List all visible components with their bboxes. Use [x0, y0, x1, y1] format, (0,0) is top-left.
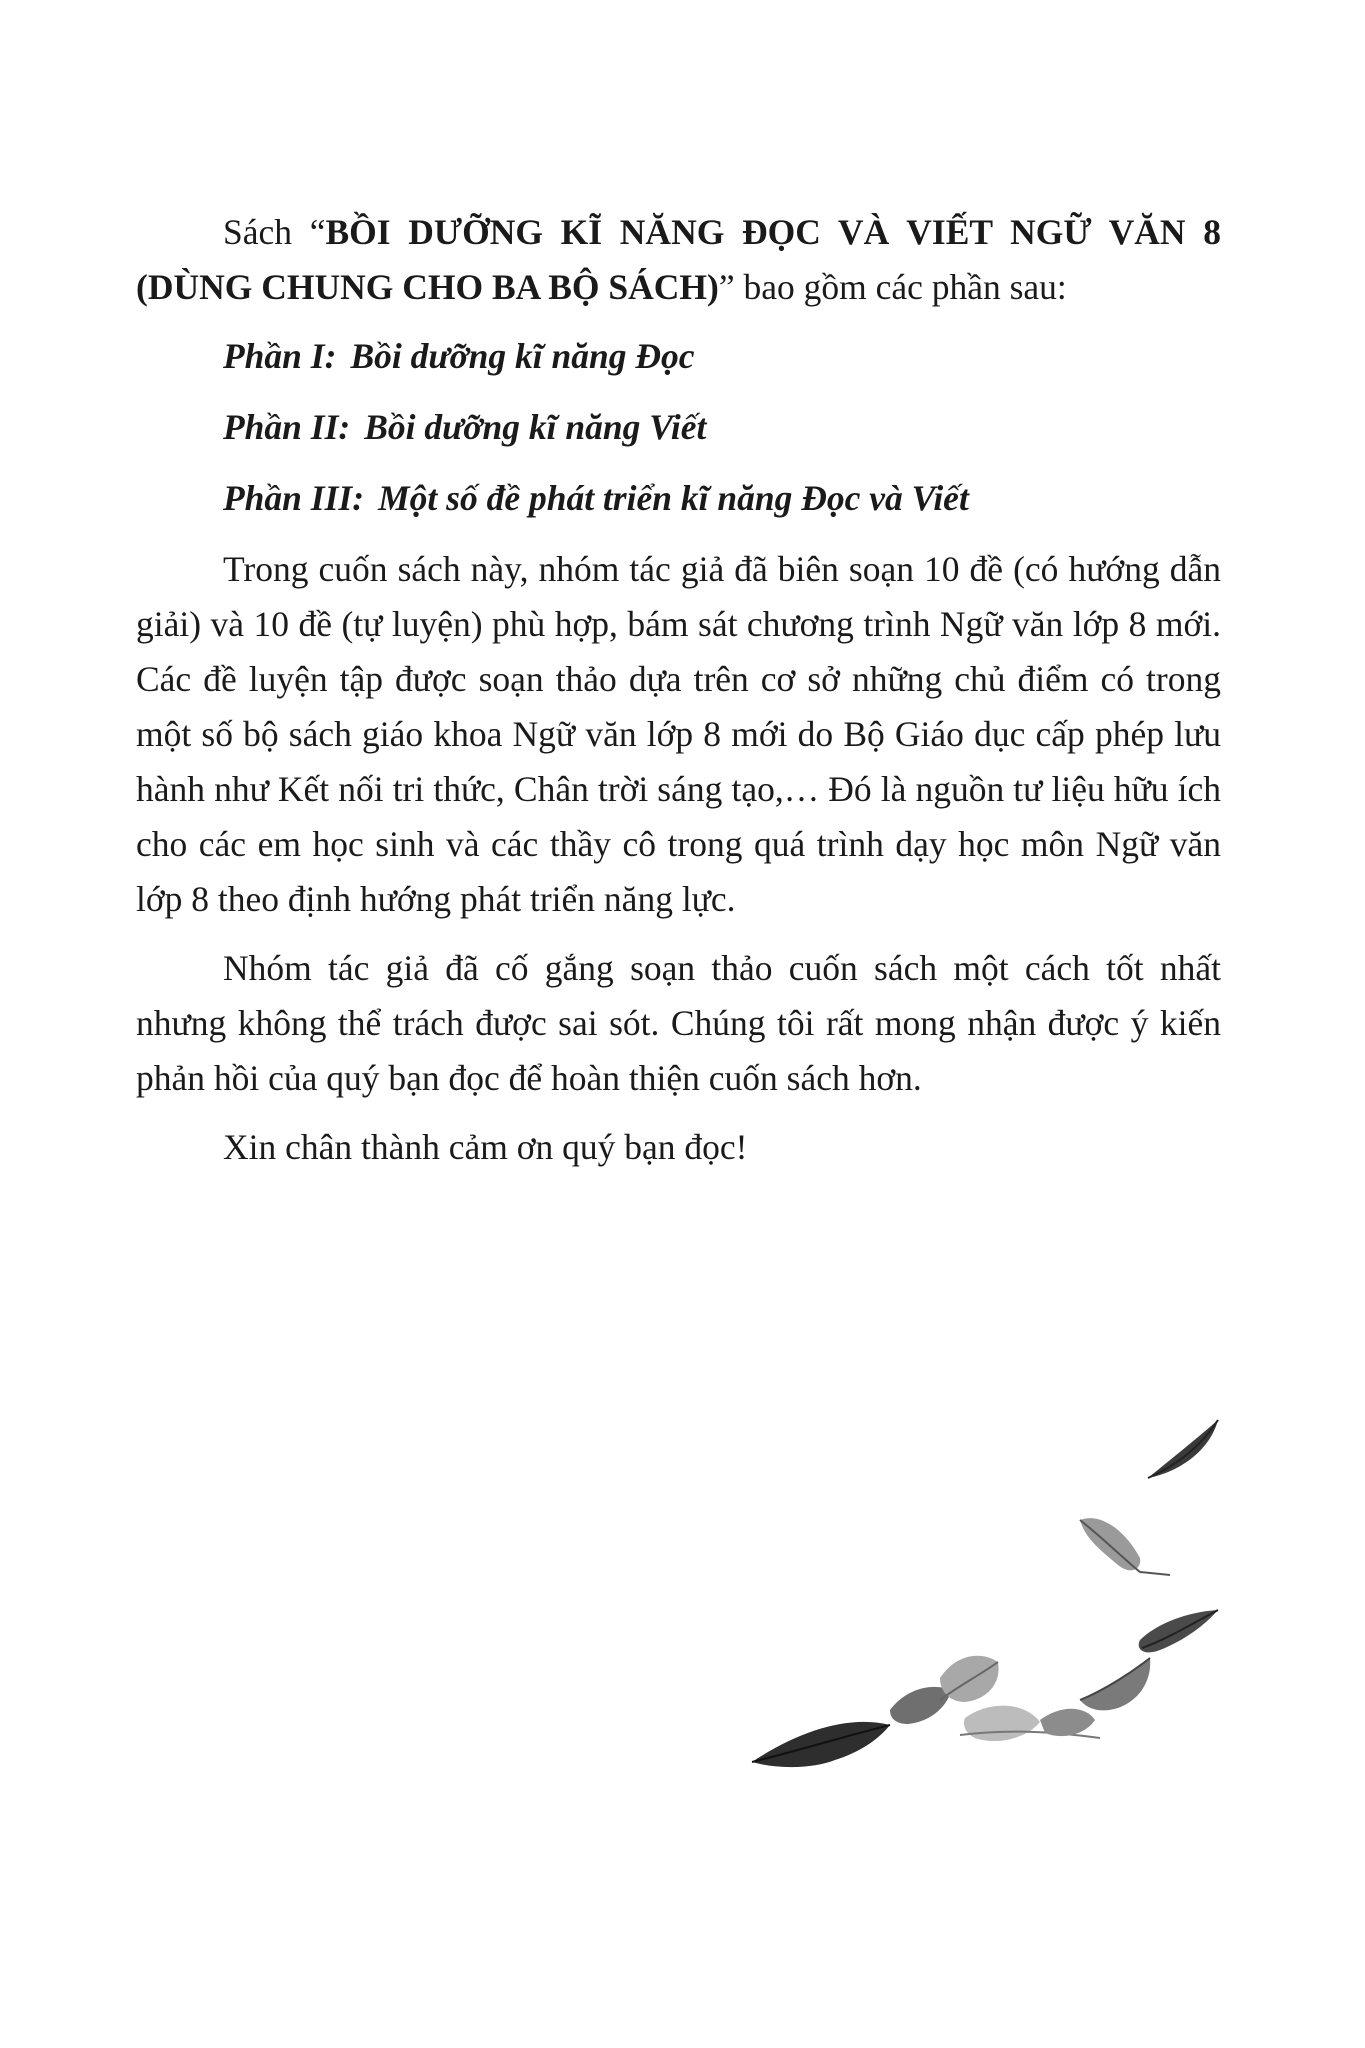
leaf-icon — [752, 1722, 890, 1767]
part-title: Bồi dưỡng kĩ năng Đọc — [350, 336, 695, 376]
part-item-3 — [136, 471, 1221, 526]
part-label: Phần III: — [223, 478, 365, 518]
part-label: Phần II: — [223, 407, 351, 447]
leaf-icon — [1148, 1420, 1218, 1478]
closing-paragraph: Xin chân thành cảm ơn quý bạn đọc! — [223, 1127, 748, 1167]
page-body — [136, 205, 1221, 1175]
parts-list — [136, 329, 1221, 526]
leaf-icon — [1139, 1610, 1218, 1652]
intro-prefix: Sách “ — [223, 212, 326, 252]
leaf-icon — [1080, 1658, 1150, 1710]
intro-paragraph — [136, 205, 1221, 315]
part-item-2 — [136, 400, 1221, 455]
body-paragraph-1: Trong cuốn sách này, nhóm tác giả đã biên soạn 10 đề (có hướng dẫn giải) và 10 đề (tự luyện) phù hợp, bám sát chương trình Ngữ văn lớp 8 mới. Các đề luyện tập được soạn thảo dựa trên cơ sở những chủ điểm có trong một số bộ sách giáo khoa Ngữ văn lớp 8 mới do Bộ Giáo dục cấp phép lưu hành như Kết nối tri thức, Chân trời sáng tạo,… Đó là nguồn tư liệu hữu ích cho các em học sinh và các thầy cô trong quá trình dạy học môn Ngữ văn lớp 8 theo định hướng phát triển năng lực. — [136, 549, 1221, 919]
part-title: Bồi dưỡng kĩ năng Viết — [364, 407, 707, 447]
book-title: BỒI DƯỠNG KĨ NĂNG ĐỌC VÀ VIẾT NGỮ VĂN 8 (DÙNG CHUNG CHO BA BỘ SÁCH) — [136, 212, 1221, 307]
leaf-icon — [940, 1656, 999, 1702]
part-item-1 — [136, 329, 1221, 384]
falling-leaves-icon — [740, 1400, 1280, 1880]
leaf-icon — [890, 1687, 952, 1724]
part-label: Phần I: — [223, 336, 337, 376]
leaf-icon — [1040, 1709, 1095, 1736]
leaf-icon — [1080, 1518, 1170, 1575]
body-paragraph-2: Nhóm tác giả đã cố gắng soạn thảo cuốn sách một cách tốt nhất nhưng không thể trách được sai sót. Chúng tôi rất mong nhận được ý kiến phản hồi của quý bạn đọc để hoàn thiện cuốn sách hơn. — [136, 948, 1221, 1098]
intro-suffix: ” bao gồm các phần sau: — [718, 267, 1067, 307]
part-title: Một số đề phát triển kĩ năng Đọc và Viết — [378, 478, 969, 518]
